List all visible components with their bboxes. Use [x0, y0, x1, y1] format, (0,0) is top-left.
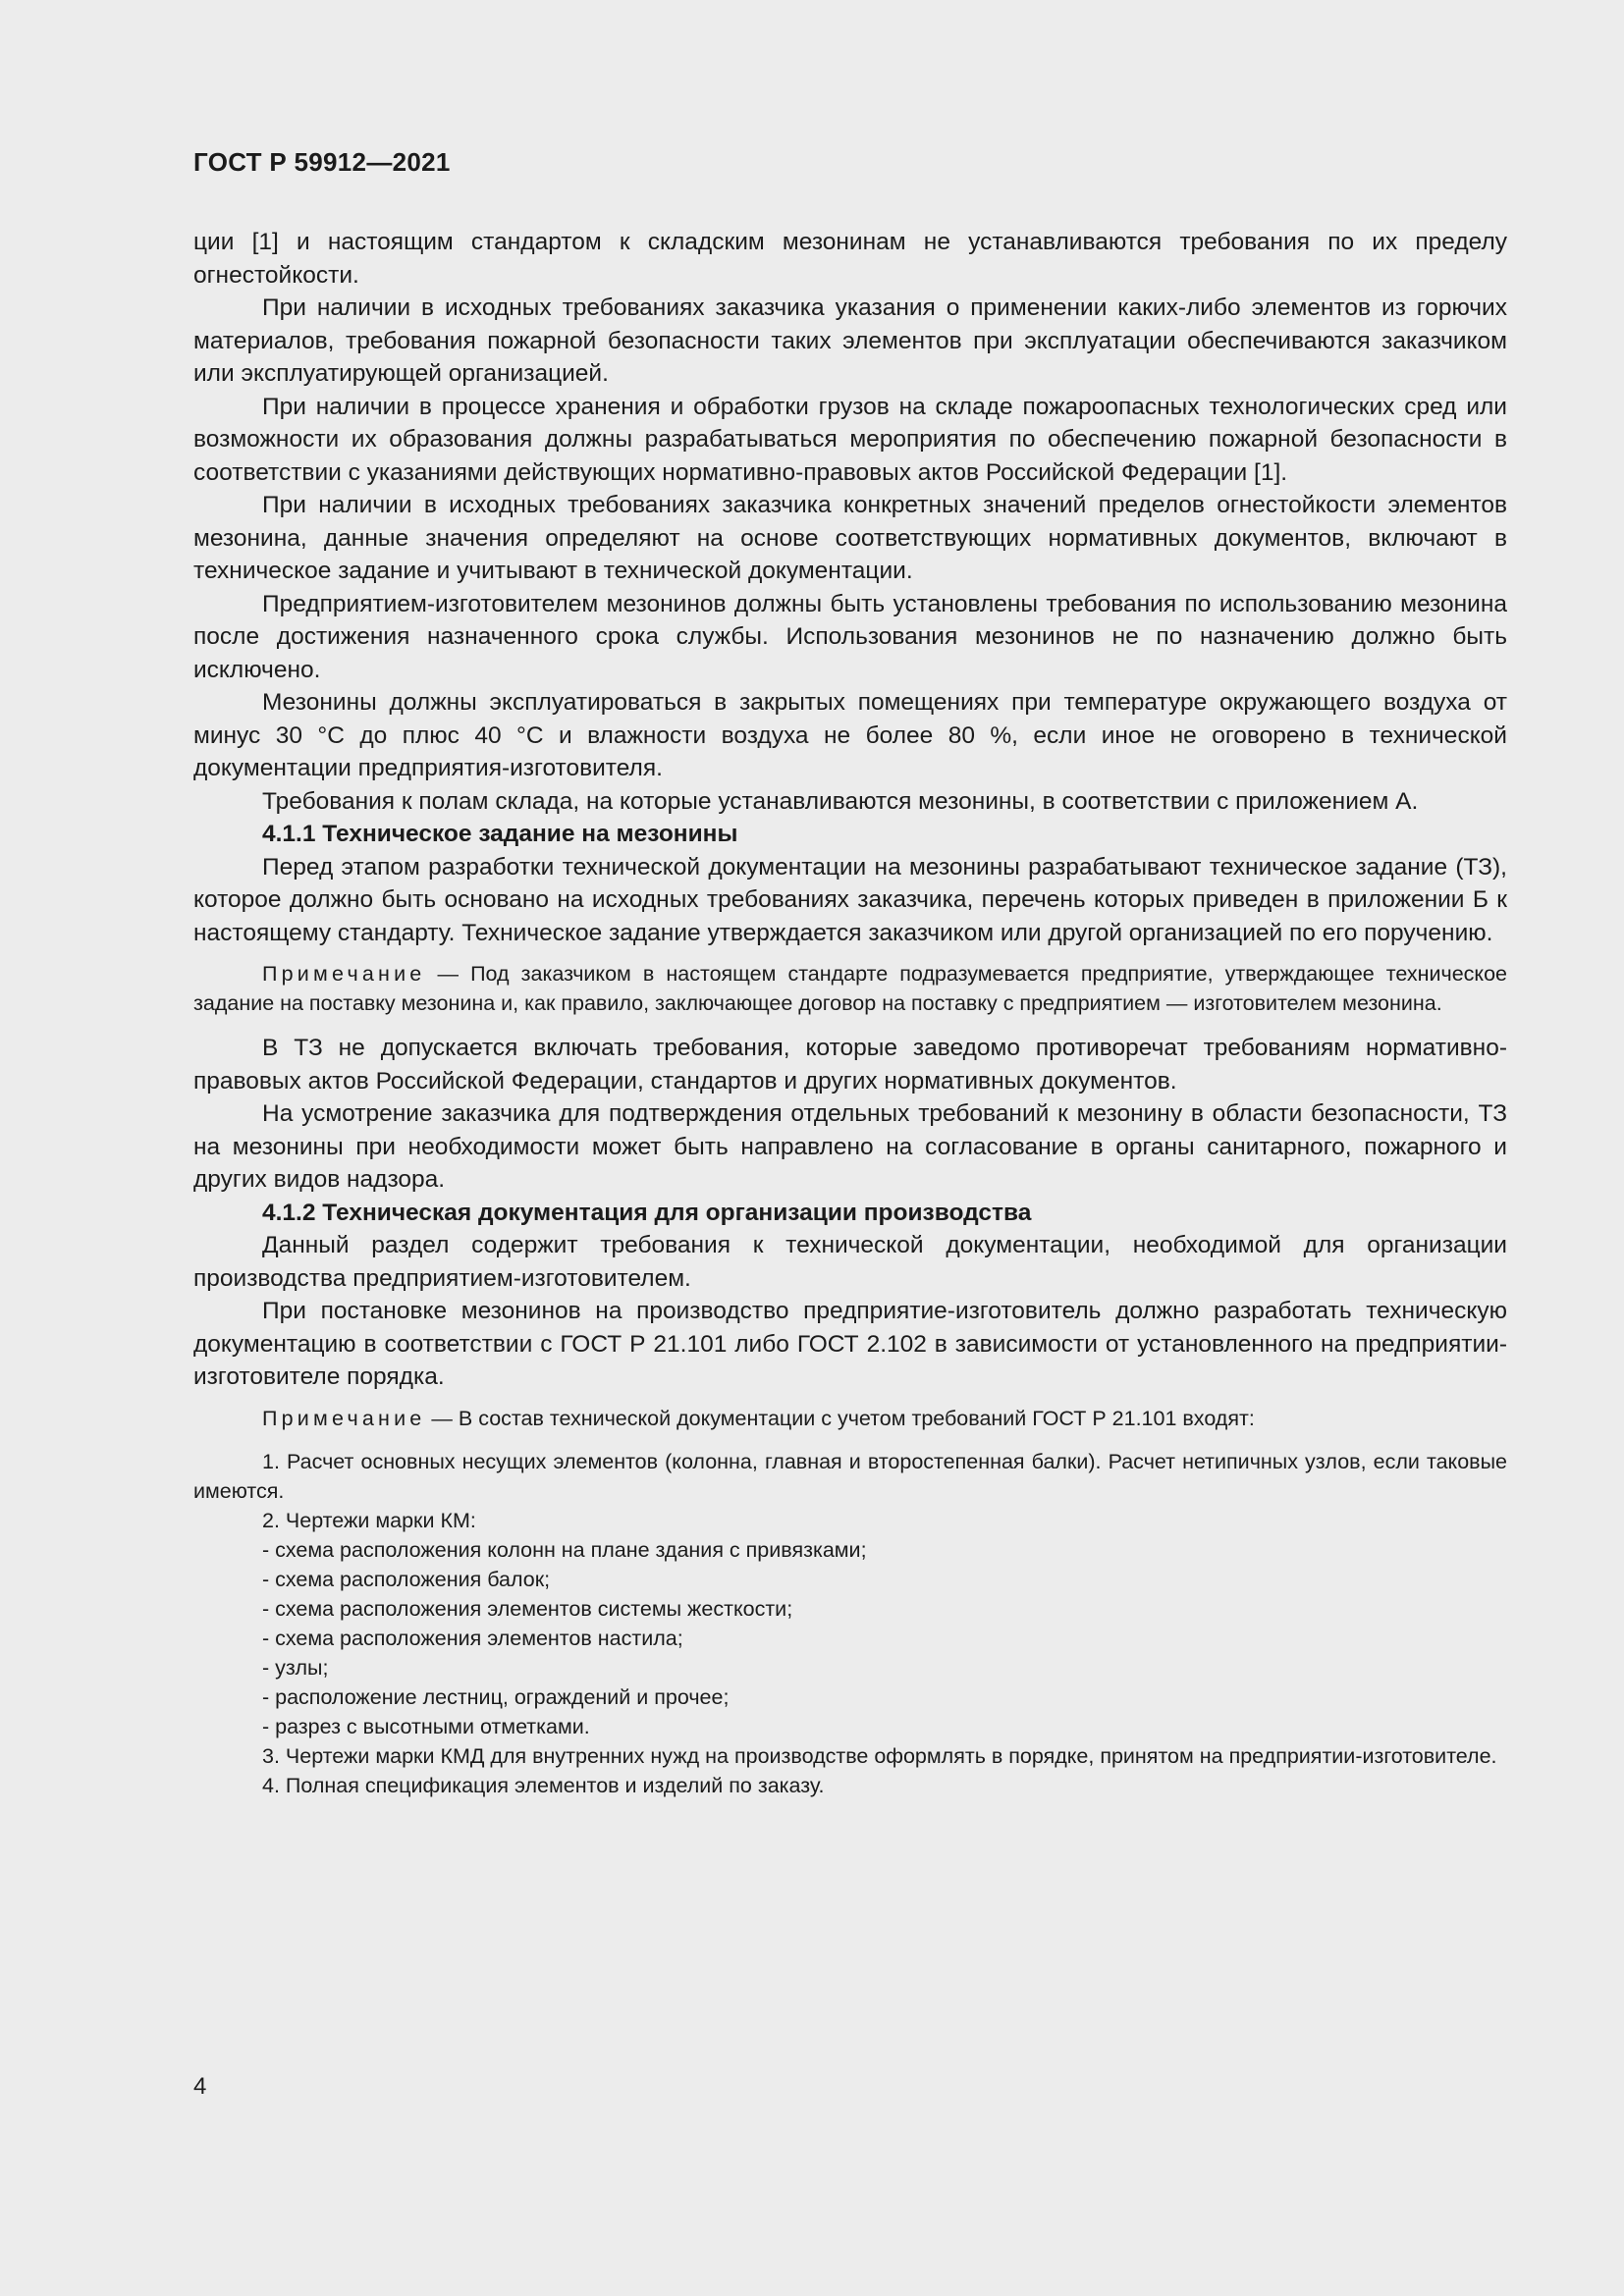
section-heading-4-1-1: 4.1.1 Техническое задание на мезонины [262, 821, 738, 847]
paragraph: Мезонины должны эксплуатироваться в закрытых помещениях при температуре окружающего воздуха от минус 30 °C до плюс 40 °C и влажности воздуха не более 80 %, если иное не оговорено в технической документации предприятия-изготовителя. [193, 689, 1507, 781]
note-text: — Под заказчиком в настоящем стандарте подразумевается предприятие, утверждающее техническое задание на поставку мезонина и, как правило, заключающее договор на поставку с предприятием — изготовителем мезонина. [193, 962, 1507, 1015]
list-subitem: - расположение лестниц, ограждений и прочее; [262, 1684, 730, 1709]
list-item: 4. Полная спецификация элементов и изделий по заказу. [262, 1773, 825, 1797]
paragraph: При наличии в процессе хранения и обработки грузов на складе пожароопасных технологических сред или возможности их образования должны разрабатываться мероприятия по обеспечению пожарной безопасности в соответствии с указаниями действующих нормативно-правовых актов Российской Федерации [1]. [193, 393, 1507, 486]
list-subitem: - узлы; [262, 1655, 329, 1680]
document-code-header: ГОСТ Р 59912—2021 [193, 147, 451, 177]
paragraph: При постановке мезонинов на производство предприятие-изготовитель должно разработать техническую документацию в соответствии с ГОСТ Р 21.101 либо ГОСТ 2.102 в зависимости от установленного на предприятии-изготовителе порядка. [193, 1298, 1507, 1390]
paragraph: При наличии в исходных требованиях заказчика конкретных значений пределов огнестойкости элементов мезонина, данные значения определяют на основе соответствующих нормативных документов, включают в техническое задание и учитывают в технической документации. [193, 492, 1507, 584]
note-text: — В состав технической документации с учетом требований ГОСТ Р 21.101 входят: [425, 1406, 1255, 1430]
list-subitem: - схема расположения колонн на плане здания с привязками; [262, 1537, 867, 1562]
paragraph: На усмотрение заказчика для подтверждения отдельных требований к мезонину в области безопасности, ТЗ на мезонины при необходимости может быть направлено на согласование в органы санитарного, пожарного и других видов надзора. [193, 1100, 1507, 1193]
document-body [193, 226, 1507, 1800]
paragraph: ции [1] и настоящим стандартом к складским мезонинам не устанавливаются требования по их пределу огнестойкости. [193, 229, 1507, 289]
paragraph: Требования к полам склада, на которые устанавливаются мезонины, в соответствии с приложением А. [262, 787, 1419, 815]
paragraph: Предприятием-изготовителем мезонинов должны быть установлены требования по использованию мезонина после достижения назначенного срока службы. Использования мезонинов не по назначению должно быть исключено. [193, 590, 1507, 683]
note-label: Примечание [262, 1406, 426, 1430]
paragraph: При наличии в исходных требованиях заказчика указания о применении каких-либо элементов из горючих материалов, требования пожарной безопасности таких элементов при эксплуатации обеспечиваются заказчиком или эксплуатирующей организацией. [193, 294, 1507, 387]
paragraph: В ТЗ не допускается включать требования, которые заведомо противоречат требованиям нормативно-правовых актов Российской Федерации, стандартов и других нормативных документов. [193, 1035, 1507, 1095]
paragraph: Перед этапом разработки технической документации на мезонины разрабатывают техническое задание (ТЗ), которое должно быть основано на исходных требованиях заказчика, перечень которых приведен в приложении Б к настоящему стандарту. Техническое задание утверждается заказчиком или другой организацией по его поручению. [193, 853, 1507, 946]
list-item: 2. Чертежи марки КМ: [262, 1508, 476, 1532]
list-item: 1. Расчет основных несущих элементов (колонна, главная и второстепенная балки). Расчет нетипичных узлов, если таковые имеются. [193, 1449, 1507, 1503]
paragraph: Данный раздел содержит требования к технической документации, необходимой для организации производства предприятием-изготовителем. [193, 1232, 1507, 1292]
note [193, 1404, 1507, 1433]
note-list [193, 1447, 1507, 1800]
list-subitem: - разрез с высотными отметками. [262, 1714, 590, 1738]
page-number: 4 [193, 2073, 207, 2100]
section-heading-4-1-2: 4.1.2 Техническая документация для организации производства [262, 1199, 1032, 1226]
note-label: Примечание [262, 962, 426, 986]
list-subitem: - схема расположения элементов системы жесткости; [262, 1596, 793, 1621]
list-subitem: - схема расположения элементов настила; [262, 1626, 683, 1650]
list-subitem: - схема расположения балок; [262, 1567, 551, 1591]
note [193, 959, 1507, 1018]
list-item: 3. Чертежи марки КМД для внутренних нужд на производстве оформлять в порядке, принятом на предприятии-изготовителе. [262, 1743, 1497, 1768]
